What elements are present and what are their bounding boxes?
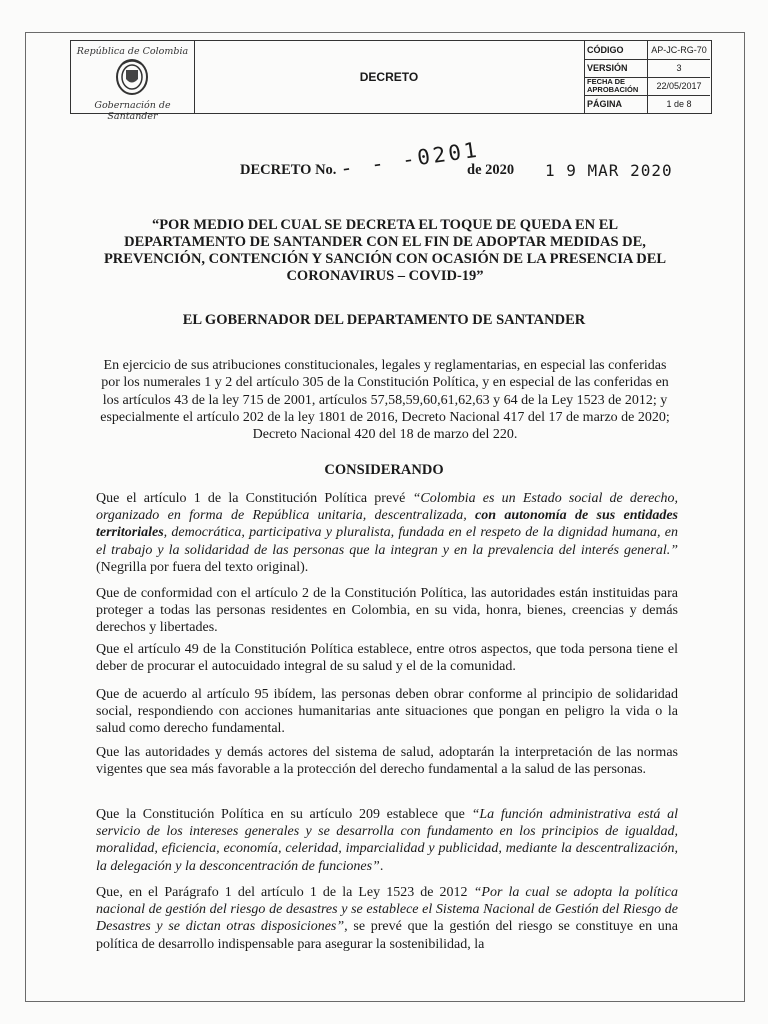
paragraph-1: [96, 490, 678, 576]
p6-text-a: Que la Constitución Política en su artículo 209 establece que: [96, 807, 472, 822]
decree-number-stamp: - - -0201: [338, 137, 482, 181]
paragraph-2: [96, 585, 678, 637]
paragraph-3: [96, 641, 678, 675]
meta-label: VERSIÓN: [584, 59, 648, 77]
meta-label: FECHA DE APROBACIÓN: [584, 77, 648, 95]
meta-label: PÁGINA: [584, 95, 648, 113]
p7-text-a: Que, en el Parágrafo 1 del artículo 1 de la Ley 1523 de 2012: [96, 885, 474, 900]
paragraph-4: [96, 686, 678, 738]
meta-label: CÓDIGO: [584, 41, 648, 59]
meta-value: 3: [676, 63, 682, 73]
meta-row-code: [584, 41, 710, 60]
logo-bottom-text: Gobernación de Santander: [94, 100, 171, 122]
intro-paragraph: En ejercicio de sus atribuciones constitucionales, legales y reglamentarias, en especial las conferidas por los numerales 1 y 2 del artículo 305 de la Constitución Política, y en especial de las conferidas en los artículos 43 de la ley 715 de 2001, artículos 57,58,59,60,61,62,63 y 64 de la Ley 1523 de 2012; y especialmente el artículo 202 de la ley 1801 de 2016, Decreto Nacional 417 del 17 de marzo de 2020; Decreto Nacional 420 del 18 de marzo del 220.: [100, 358, 670, 443]
meta-row-page: [584, 95, 710, 113]
meta-row-approval-date: [584, 77, 710, 96]
logo-cell: [71, 41, 195, 122]
logo-top-text: República de Colombia: [76, 46, 189, 57]
p3-text: Que el artículo 49 de la Constitución Política establece, entre otros aspectos, que toda persona tiene el deber de procurar el autocuidado integral de su salud y el de la comunidad.: [96, 642, 678, 675]
paragraph-7: [96, 884, 678, 953]
governor-heading: EL GOBERNADOR DEL DEPARTAMENTO DE SANTANDER: [182, 312, 586, 328]
paragraph-6: [96, 806, 678, 875]
meta-value: 1 de 8: [666, 99, 692, 109]
decree-date-stamp: 1 9 MAR 2020: [545, 161, 673, 180]
meta-row-version: [584, 59, 710, 78]
header-table: [70, 40, 712, 122]
p6-text-b: .: [379, 858, 384, 874]
p4-text: Que de acuerdo al artículo 95 ibídem, las personas deben obrar conforme al principio de solidaridad social, respondiendo con acciones humanitarias ante situaciones que pongan en peligro la vida o la salud como derecho fundamental.: [96, 687, 678, 737]
p2-text: Que de conformidad con el artículo 2 de la Constitución Política, las autoridades están instituidas para proteger a todas las personas residentes en Colombia, en su vida, honra, bienes, creencias y demás derechos y libertades.: [96, 586, 678, 636]
p1-text-b: (Negrilla por fuera del texto original).: [96, 559, 309, 575]
decree-year: de 2020: [467, 162, 515, 178]
meta-value: AP-JC-RG-70: [651, 45, 707, 55]
paragraph-5: [96, 744, 678, 778]
p6-quote: “La función administrativa está al servicio de los intereses generales y se desarrolla con fundamento en los principios de igualdad, moralidad, eficiencia, economía, celeridad, imparcialidad y publicidad, mediante la descentralización, la delegación y la desconcentración de funciones”: [96, 807, 678, 874]
decree-title: “POR MEDIO DEL CUAL SE DECRETA EL TOQUE DE QUEDA EN EL DEPARTAMENTO DE SANTANDER CON EL FIN DE ADOPTAR MEDIDAS DE, PREVENCIÓN, CONTENCIÓN Y SANCIÓN CON OCASIÓN DE LA PRESENCIA DEL CORONAVIRUS – COVID-19”: [103, 217, 667, 284]
p1-quote-b: , democrática, participativa y pluralista, fundada en el respeto de la dignidad humana, en el trabajo y la solidaridad de las personas que la integran y en la prevalencia del interés general.”: [96, 525, 678, 558]
header-title: DECRETO: [194, 41, 585, 113]
p5-text: Que las autoridades y demás actores del sistema de salud, adoptarán la interpretación de las normas vigentes que sea más favorable a la protección del derecho fundamental a la salud de las personas.: [96, 745, 678, 778]
decree-line: [0, 137, 768, 195]
meta-value: 22/05/2017: [656, 81, 702, 91]
decree-label: DECRETO No.: [240, 162, 337, 178]
p7-text-b: , se prevé que la gestión del riesgo se constituye en una política de desarrollo indispensable para asegurar la sostenibilidad, la: [96, 919, 678, 952]
p1-quote-a: “Colombia es un Estado social de derecho, organizado en forma de República unitaria, descentralizada,: [96, 491, 678, 524]
p7-quote: “Por la cual se adopta la política nacional de gestión del riesgo de desastres y se establece el Sistema Nacional de Gestión del Riesgo de Desastres y se dictan otras disposiciones”: [96, 885, 679, 935]
considerando-heading: CONSIDERANDO: [324, 462, 444, 478]
coat-of-arms-icon: [115, 58, 149, 96]
p1-text-a: Que el artículo 1 de la Constitución Política prevé: [96, 491, 413, 506]
p1-quote-bold: con autonomía de sus entidades territoriales: [96, 508, 678, 541]
